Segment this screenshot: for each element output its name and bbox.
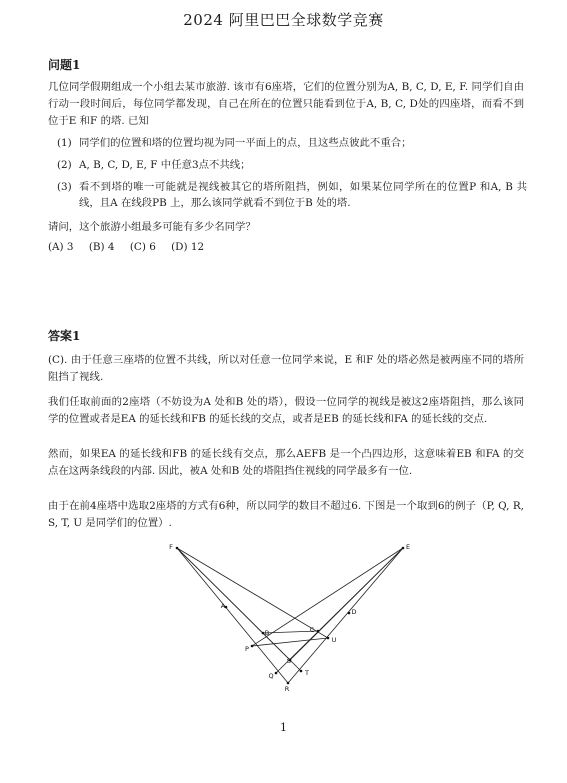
- point-C: [317, 630, 320, 633]
- answer-paragraph: (C). 由于任意三座塔的位置不共线，所以对任意一位同学来说，E 和F 处的塔必然是被两座不同的塔所阻挡了视线.: [48, 354, 524, 383]
- segment-ER: [288, 548, 403, 683]
- option-a: (A) 3: [48, 241, 74, 253]
- answer-paragraph: 然而，如果EA 的延长线和FB 的延长线有交点，那么AEFB 是一个凸四边形，这意味着EB 和FA 的交点在这两条线段的内部. 因此，被A 处和B 处的塔阻挡住视线的同学最多有一位.: [48, 448, 524, 477]
- point-label-C: C: [309, 626, 315, 634]
- segment-ES: [290, 548, 403, 660]
- point-label-T: T: [305, 669, 309, 677]
- point-label-Q: Q: [268, 672, 274, 680]
- option-c: (C) 6: [129, 241, 156, 253]
- condition-number: (3): [57, 181, 72, 193]
- option-d: (D) 12: [171, 241, 205, 253]
- point-P: [251, 645, 254, 648]
- point-label-S: S: [286, 657, 292, 665]
- condition-number: (1): [57, 137, 72, 149]
- point-F: [176, 547, 179, 550]
- point-R: [287, 682, 290, 685]
- point-E: [402, 547, 405, 550]
- condition-text: 同学们的位置和塔的位置均视为同一平面上的点，且这些点彼此不重合；: [79, 137, 412, 149]
- answer-heading: 答案1: [48, 329, 81, 343]
- option-b: (B) 4: [88, 241, 115, 253]
- problem-question: 请问，这个旅游小组最多可能有多少名同学？: [48, 221, 256, 233]
- point-label-A: A: [220, 602, 226, 610]
- segment-FS: [177, 548, 290, 660]
- point-D: [348, 612, 351, 615]
- answer-paragraph: 由于在前4座塔中选取2座塔的方式有6种，所以同学的数目不超过6. 下图是一个取到6的例子（P, Q, R, S, T, U 是同学们的位置）.: [48, 500, 524, 529]
- point-label-D: D: [351, 608, 357, 616]
- point-label-U: U: [331, 636, 337, 644]
- segment-FU: [177, 548, 328, 638]
- segment-PU: [252, 638, 328, 646]
- condition-text: 看不到塔的唯一可能就是视线被其它的塔所阻挡，例如，如果某位同学所在的位置P 和A, B 共线，且A 在线段PB 上，那么该同学就看不到位于B 处的塔.: [79, 181, 527, 209]
- page-number: 1: [280, 721, 287, 734]
- point-label-P: P: [245, 645, 249, 653]
- problem-heading: 问题1: [48, 58, 81, 72]
- problem-intro: 几位同学假期组成一个小组去某市旅游. 该市有6座塔，它们的位置分别为A, B, C, D, E, F. 同学们自由行动一段时间后，每位同学都发现，自己在所在的位置只能看到位于A, B, C, D处的四座塔，而看不到位于E 和F 的塔. 已知: [48, 81, 524, 127]
- point-label-E: E: [405, 543, 411, 551]
- condition-text: A, B, C, D, E, F 中任意3点不共线；: [79, 159, 251, 171]
- page-title: 2024 阿里巴巴全球数学竞赛: [183, 11, 384, 29]
- segment-FR: [177, 548, 288, 683]
- point-label-F: F: [169, 543, 173, 551]
- condition-number: (2): [57, 159, 72, 171]
- point-label-B: B: [264, 629, 270, 637]
- point-Q: [275, 672, 278, 675]
- point-T: [300, 670, 303, 673]
- point-label-R: R: [284, 685, 290, 693]
- point-U: [327, 637, 330, 640]
- answer-paragraph: 我们任取前面的2座塔（不妨设为A 处和B 处的塔），假设一位同学的视线是被这2座塔阻挡，那么该同学的位置或者是EA 的延长线和FB 的延长线的交点，或者是EB 的延长线和FA 的延长线的交点.: [48, 396, 524, 425]
- segment-EP: [252, 548, 403, 646]
